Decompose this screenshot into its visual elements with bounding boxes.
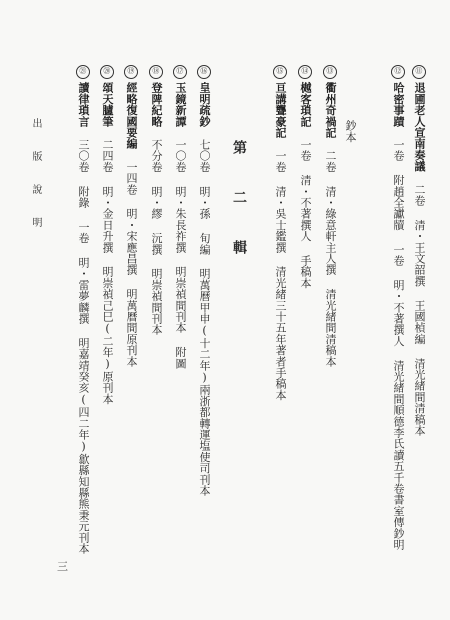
entry-title: 登陴紀略 (150, 82, 163, 127)
entry-number: ⑯ (197, 65, 211, 79)
entry-number: ⑮ (273, 65, 287, 79)
entry-title: 頌天臚筆 (101, 82, 114, 127)
entry-title: 亘講聾豪記 (274, 82, 287, 138)
entry-title: 皇明疏鈔 (198, 82, 211, 127)
entry-number: ㉑ (76, 65, 90, 79)
entry-12-continuation (345, 120, 356, 142)
entry-detail: 一卷 清・吳士鑑撰 清光緒三十五年著者手稿本 (274, 150, 287, 401)
entry-title: 哈密事蹟 (392, 82, 405, 127)
entry-title: 玉鏡新譚 (174, 82, 187, 127)
entry-detail: 一〇卷 明・朱長祚撰 明崇禎間刊本 附圖 (174, 138, 187, 369)
entry-number: ⑭ (298, 65, 312, 79)
entry-detail: 二卷 清・綠意軒主人撰 清光緒間清稿本 (324, 150, 337, 367)
entry-number: ⑳ (100, 65, 114, 79)
entry-number: ⑬ (323, 65, 337, 79)
entry-detail: 不分卷 明・繆 沅撰 明崇禎間刊本 (150, 138, 163, 336)
entry-18 (149, 65, 163, 335)
entry-title: 樾客瑣記 (299, 82, 312, 127)
entry-detail: 一卷 附趙全讞牘 一卷 明・不著撰人 清光緒間順德李氏讀五千卷書室傳鈔明 (392, 138, 405, 551)
entry-14 (298, 65, 312, 288)
entry-17 (173, 65, 187, 369)
entry-detail: 鈔本 (344, 120, 357, 143)
entry-21 (76, 65, 90, 554)
entry-number: ⑫ (391, 65, 405, 79)
entry-title: 衢州奇禍記 (324, 82, 337, 138)
entry-detail: 七〇卷 明・孫 旬編 明萬曆甲申(十二年)兩浙都轉運塩使司刊本 (198, 138, 211, 497)
entry-number: ⑱ (149, 65, 163, 79)
entry-detail: 一四卷 明・宋應昌撰 明萬曆間原刊本 (125, 161, 138, 367)
entry-detail: 二卷 清・王文韶撰 王國楨編 清光緒間清稿本 (413, 183, 426, 437)
entry-15 (273, 65, 287, 400)
entry-19 (124, 65, 138, 367)
entry-number: ⑪ (412, 65, 426, 79)
entry-number: ⑲ (124, 65, 138, 79)
page-number: 三 (57, 560, 68, 573)
entry-20 (100, 65, 114, 404)
entry-title: 讀律瑣言 (77, 82, 90, 127)
footer-label: 出 版 說 明 (30, 118, 41, 233)
entry-detail: 三〇卷 附錄 一卷 明・雷夢麟撰 明嘉靖癸亥(四二年)歙縣知縣熊秉元刊本 (77, 138, 90, 555)
entry-title: 經略復國要編 (125, 82, 138, 150)
entry-16 (197, 65, 211, 496)
entry-11 (412, 65, 426, 436)
entry-13 (323, 65, 337, 367)
entry-number: ⑰ (173, 65, 187, 79)
section-heading: 第 二 輯 (231, 140, 247, 264)
entry-12 (391, 65, 405, 550)
entry-title: 退圃老人宣南奏議 (413, 82, 426, 172)
entry-detail: 二四卷 明・金日升撰 明崇禎己巳(二年)原刊本 (101, 138, 114, 405)
entry-detail: 一卷 清・不著撰人 手稿本 (299, 138, 312, 289)
